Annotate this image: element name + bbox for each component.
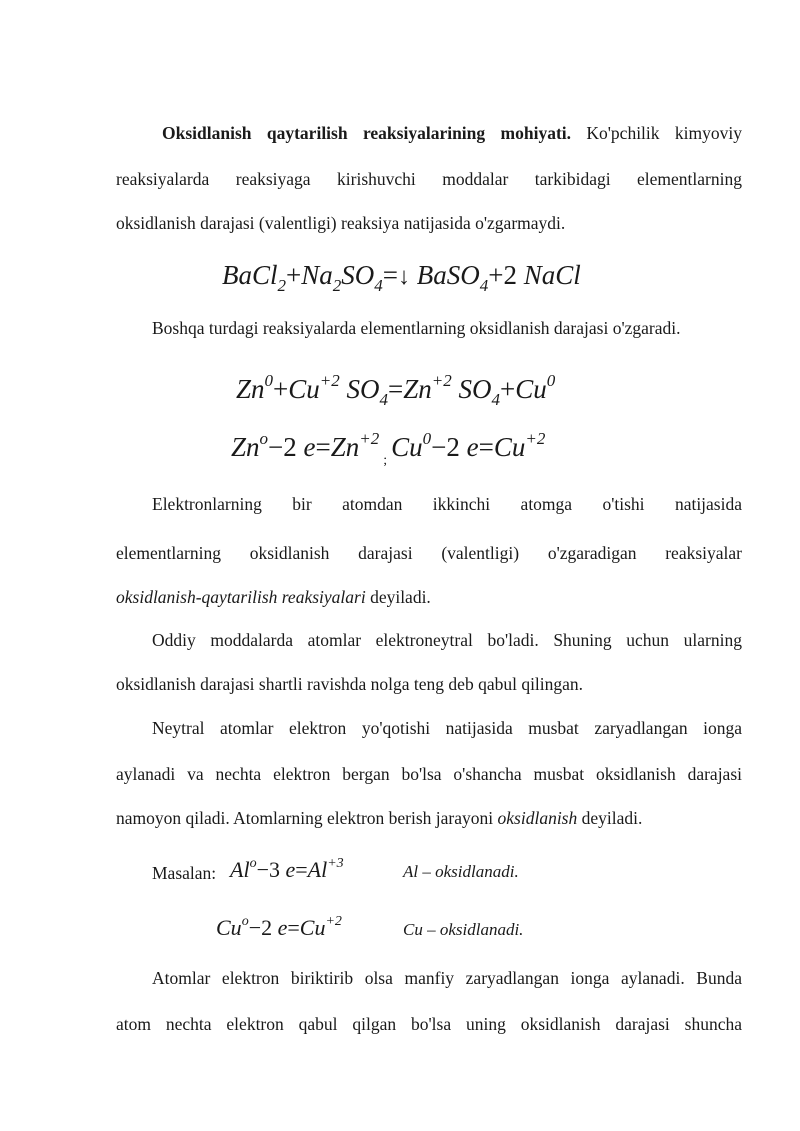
section-heading: Oksidlanish qaytarilish reaksiyalarining mohiyati. bbox=[162, 123, 572, 143]
example-equation-cu: $Cu^o-2$ $e=Cu^{+2}$ bbox=[216, 914, 342, 940]
paragraph-6-line-1: Atomlar elektron biriktirib olsa manfiy zaryadlangan ionga aylanadi. Bunda bbox=[152, 968, 742, 988]
paragraph-4-line-2: oksidlanish darajasi shartli ravishda nolga teng deb qabul qilingan. bbox=[116, 674, 584, 694]
equation-zn-cuso4: $Zn^0+Cu^{+2}$ $SO_4=Zn^{+2}$ $SO_4+Cu^0$ bbox=[236, 371, 556, 409]
paragraph-3-line-2: elementlarning oksidlanish darajasi (valentligi) o'zgaradigan reaksiyalar bbox=[116, 543, 742, 563]
paragraph-2: Boshqa turdagi reaksiyalarda elementlarning oksidlanish darajasi o'zgaradi. bbox=[152, 318, 681, 338]
equation-half-reactions: $Zn^o-2$ $e=Zn^{+2}_;$ $Cu^0-2$ $e=Cu^{+2}$ bbox=[231, 429, 546, 468]
term-oxidation: oksidlanish bbox=[497, 808, 578, 828]
paragraph-5-line-2: aylanadi va nechta elektron bergan bo'lsa o'shancha musbat oksidlanish darajasi bbox=[116, 764, 742, 784]
paragraph-6-line-2: atom nechta elektron qabul qilgan bo'lsa uning oksidlanish darajasi shuncha bbox=[116, 1014, 742, 1034]
paragraph-1-line-3: oksidlanish darajasi (valentligi) reaksiya natijasida o'zgarmaydi. bbox=[116, 213, 566, 233]
precipitate-arrow-icon: ↓ bbox=[398, 264, 410, 290]
example-note-cu: Cu – oksidlanadi. bbox=[403, 920, 524, 939]
paragraph-5-line-1: Neytral atomlar elektron yo'qotishi natijasida musbat zaryadlangan ionga bbox=[152, 718, 742, 738]
example-label: Masalan: bbox=[152, 863, 217, 883]
equation-bacl2-na2so4: $BaCl_2+Na_2SO_4=↓$ BaSO$_4$+2 NaCl bbox=[222, 260, 581, 295]
paragraph-4-line-1: Oddiy moddalarda atomlar elektroneytral bo'ladi. Shuning uchun ularning bbox=[152, 630, 742, 650]
paragraph-3-line-3: oksidlanish-qaytarilish reaksiyalari deyiladi. bbox=[116, 587, 431, 607]
paragraph-3-line-1: Elektronlarning bir atomdan ikkinchi atomga o'tishi natijasida bbox=[152, 494, 742, 514]
example-equation-al: $Al^o-3$ $e=Al^{+3}$ bbox=[230, 856, 344, 882]
paragraph-1-line-2: reaksiyalarda reaksiyaga kirishuvchi moddalar tarkibidagi elementlarning bbox=[116, 169, 742, 189]
paragraph-5-line-3: namoyon qiladi. Atomlarning elektron berish jarayoni oksidlanish deyiladi. bbox=[116, 808, 643, 828]
paragraph-1-line-1: Oksidlanish qaytarilish reaksiyalarining mohiyati. Ko'pchilik kimyoviy bbox=[162, 123, 742, 143]
term-redox-reactions: oksidlanish-qaytarilish reaksiyalari bbox=[116, 587, 366, 607]
example-note-al: Al – oksidlanadi. bbox=[403, 862, 519, 881]
